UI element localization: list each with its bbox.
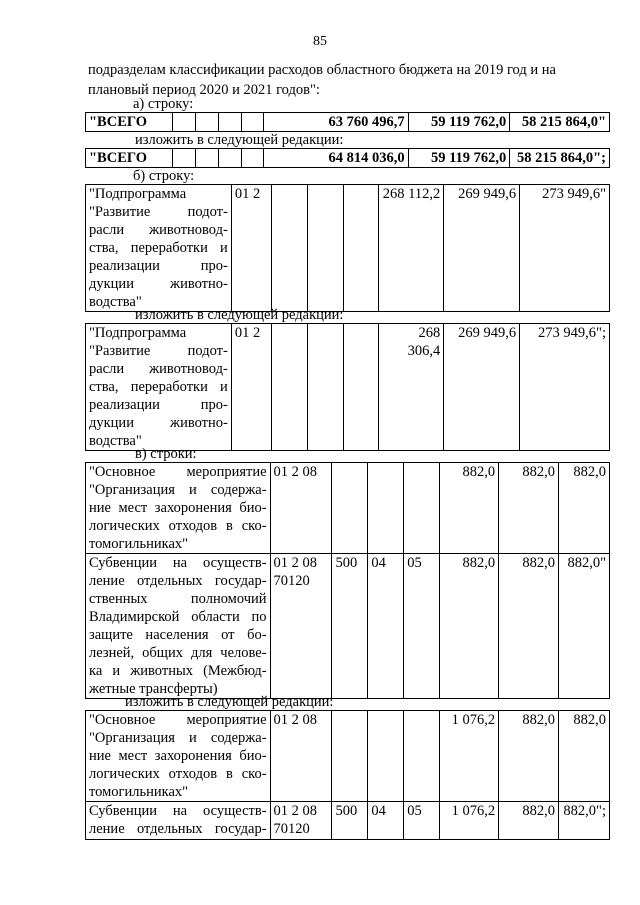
section: 04 [368, 554, 404, 699]
subsection: 05 [404, 802, 440, 840]
label-a: а) строку: [133, 96, 194, 112]
total-2021: 58 215 864,0" [510, 113, 610, 132]
subprogram-2020: 269 949,6 [444, 324, 520, 451]
subprogram-2020: 269 949,6 [444, 185, 520, 312]
total-2020: 59 119 762,0 [408, 113, 510, 132]
total-2019: 64 814 036,0 [264, 149, 408, 168]
total-row-new [85, 148, 610, 168]
total-2019: 63 760 496,7 [264, 113, 408, 132]
value-2019: 882,0 [440, 463, 499, 554]
section [368, 711, 404, 802]
subprogram-2019: 268 306,4 [379, 324, 444, 451]
label-v: в) строки: [135, 446, 197, 462]
target-code: 01 2 08 [270, 711, 332, 802]
intro-line-2: плановый период 2020 и 2021 годов": [88, 82, 320, 98]
activity-name: Субвенции на осуществ- ление отдельных государ- ственных полномочий Владимирской области по защите населения от бо- лезней, общих для челове- ка и животных (Межбюд- жетные трансферты) [86, 554, 271, 699]
activity-name: Субвенции на осуществ- ление отдельных государ- [86, 802, 271, 840]
section [368, 463, 404, 554]
target-code: 01 2 08 [270, 463, 332, 554]
table-row [86, 802, 610, 840]
value-2020: 882,0 [499, 711, 559, 802]
value-2020: 882,0 [499, 802, 559, 840]
subprogram-2021: 273 949,6"; [520, 324, 610, 451]
activity-rows-old [85, 462, 610, 699]
total-label: "ВСЕГО [86, 113, 173, 132]
page-number: 85 [313, 34, 327, 49]
subprogram-row-old [85, 184, 610, 312]
subprogram-name: "Подпрограмма "Развитие подот- расли животновод- ства, переработки и реализации про- дукции животно- водства" [86, 324, 232, 451]
subprogram-2019: 268 112,2 [379, 185, 444, 312]
value-2021: 882,0 [558, 463, 609, 554]
intro-line-1: подразделам классификации расходов областного бюджета на 2019 год и на [88, 62, 556, 78]
subprogram-row-new [85, 323, 610, 451]
expense-type [332, 463, 368, 554]
total-2021: 58 215 864,0"; [510, 149, 610, 168]
expense-type: 500 [332, 802, 368, 840]
label-edit-1: изложить в следующей редакции: [135, 132, 344, 148]
activity-rows-new [85, 710, 610, 840]
target-code: 01 2 08 70120 [270, 802, 332, 840]
value-2019: 882,0 [440, 554, 499, 699]
activity-name: "Основное мероприятие "Организация и содержа- ние мест захоронения био- логических отходов в ско- томогильниках" [86, 463, 271, 554]
section: 04 [368, 802, 404, 840]
value-2020: 882,0 [499, 463, 559, 554]
expense-type [332, 711, 368, 802]
subsection [404, 463, 440, 554]
label-edit-2: изложить в следующей редакции: [135, 307, 344, 323]
value-2019: 1 076,2 [440, 711, 499, 802]
value-2021: 882,0 [558, 711, 609, 802]
label-b: б) строку: [133, 168, 195, 184]
subprogram-code: 01 2 [231, 324, 271, 451]
label-edit-3: изложить в следующей редакции: [125, 694, 334, 710]
value-2019: 1 076,2 [440, 802, 499, 840]
subprogram-2021: 273 949,6" [520, 185, 610, 312]
value-2021: 882,0" [558, 554, 609, 699]
value-2020: 882,0 [499, 554, 559, 699]
value-2021: 882,0"; [558, 802, 609, 840]
table-row [86, 711, 610, 802]
subsection [404, 711, 440, 802]
subprogram-name: "Подпрограмма "Развитие подот- расли животновод- ства, переработки и реализации про- дукции животно- водства" [86, 185, 232, 312]
expense-type: 500 [332, 554, 368, 699]
table-row [86, 554, 610, 699]
total-2020: 59 119 762,0 [408, 149, 510, 168]
table-row [86, 463, 610, 554]
subprogram-code: 01 2 [231, 185, 271, 312]
total-row-old [85, 112, 610, 132]
total-label: "ВСЕГО [86, 149, 173, 168]
subsection: 05 [404, 554, 440, 699]
target-code: 01 2 08 70120 [270, 554, 332, 699]
activity-name: "Основное мероприятие "Организация и содержа- ние мест захоронения био- логических отходов в ско- томогильниках" [86, 711, 271, 802]
